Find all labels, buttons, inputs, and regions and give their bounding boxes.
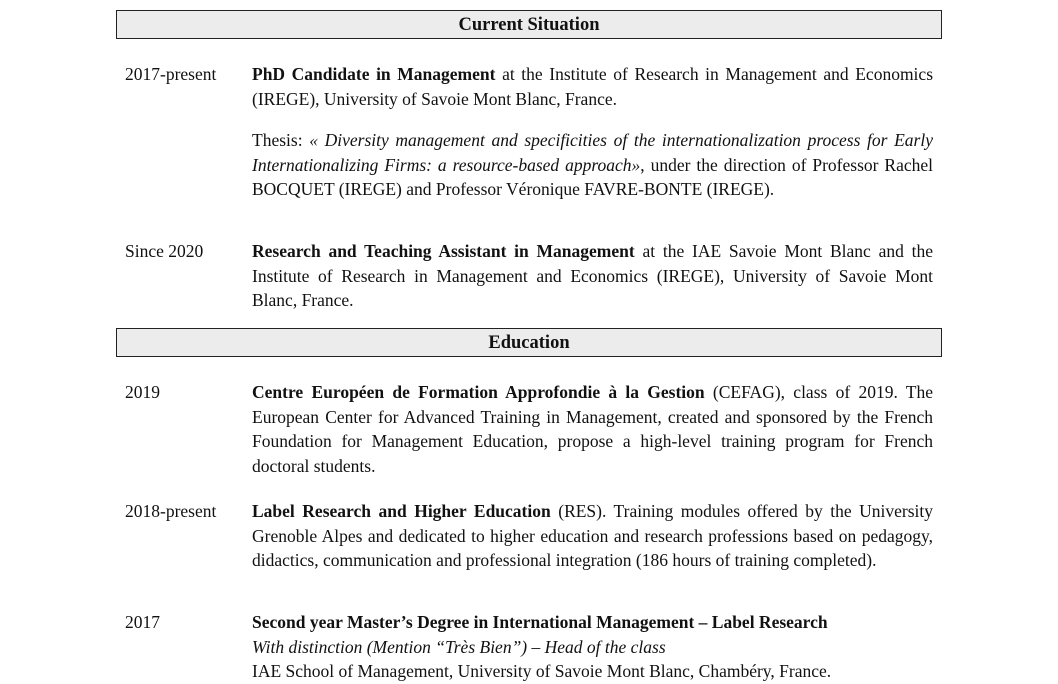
- entry-body: [252, 380, 933, 478]
- entry-date: 2018-present: [125, 501, 217, 521]
- entry-date: 2017-present: [125, 64, 217, 84]
- entry-text: (CEFAG), class of 2019. The European Center for Advanced Training in Management, created and sponsored by the French Foundation for Management Education, propose a high-level training program for French doctoral students.: [252, 382, 933, 476]
- entry-text: at the IAE Savoie Mont Blanc and the Institute of Research in Management and Economics (IREGE), University of Savoie Mont Blanc, France.: [252, 241, 933, 310]
- entry-title: PhD Candidate in Management: [252, 64, 496, 84]
- entry-body: [252, 499, 933, 573]
- entry-school: IAE School of Management, University of Savoie Mont Blanc, Chambéry, France.: [252, 661, 832, 681]
- thesis-prefix: Thesis:: [252, 130, 310, 150]
- entry-body: [252, 62, 933, 202]
- entry-title: Second year Master’s Degree in International Management – Label Research: [252, 612, 828, 632]
- entry-title: Label Research and Higher Education: [252, 501, 551, 521]
- entry-body: [252, 610, 933, 684]
- entry-distinction: With distinction (Mention “Très Bien”) – Head of the class: [252, 636, 666, 657]
- entry-text: (RES). Training modules offered by the University Grenoble Alpes and dedicated to higher education and research professions based on pedagogy, didactics, communication and professional integration (186 hours of training completed).: [252, 501, 934, 570]
- entry-title: Centre Européen de Formation Approfondie à la Gestion: [252, 382, 705, 402]
- entry-body: [252, 239, 933, 313]
- entry-date: 2017: [125, 612, 160, 632]
- section-header-education: Education: [116, 328, 942, 357]
- section-header-current-situation: Current Situation: [116, 10, 942, 39]
- thesis-title: « Diversity management and specificities of the internationalization process for Early Internationalizing Firms: a resource-based approach»: [252, 130, 933, 175]
- entry-date: 2019: [125, 382, 160, 402]
- thesis-supervisors: , under the direction of Professor Rachel BOCQUET (IREGE) and Professor Véronique FAVRE-BONTE (IREGE).: [252, 154, 933, 199]
- entry-text: at the Institute of Research in Management and Economics (IREGE), University of Savoie Mont Blanc, France.: [252, 64, 933, 109]
- entry-date: Since 2020: [125, 241, 204, 261]
- entry-title: Research and Teaching Assistant in Management: [252, 241, 635, 261]
